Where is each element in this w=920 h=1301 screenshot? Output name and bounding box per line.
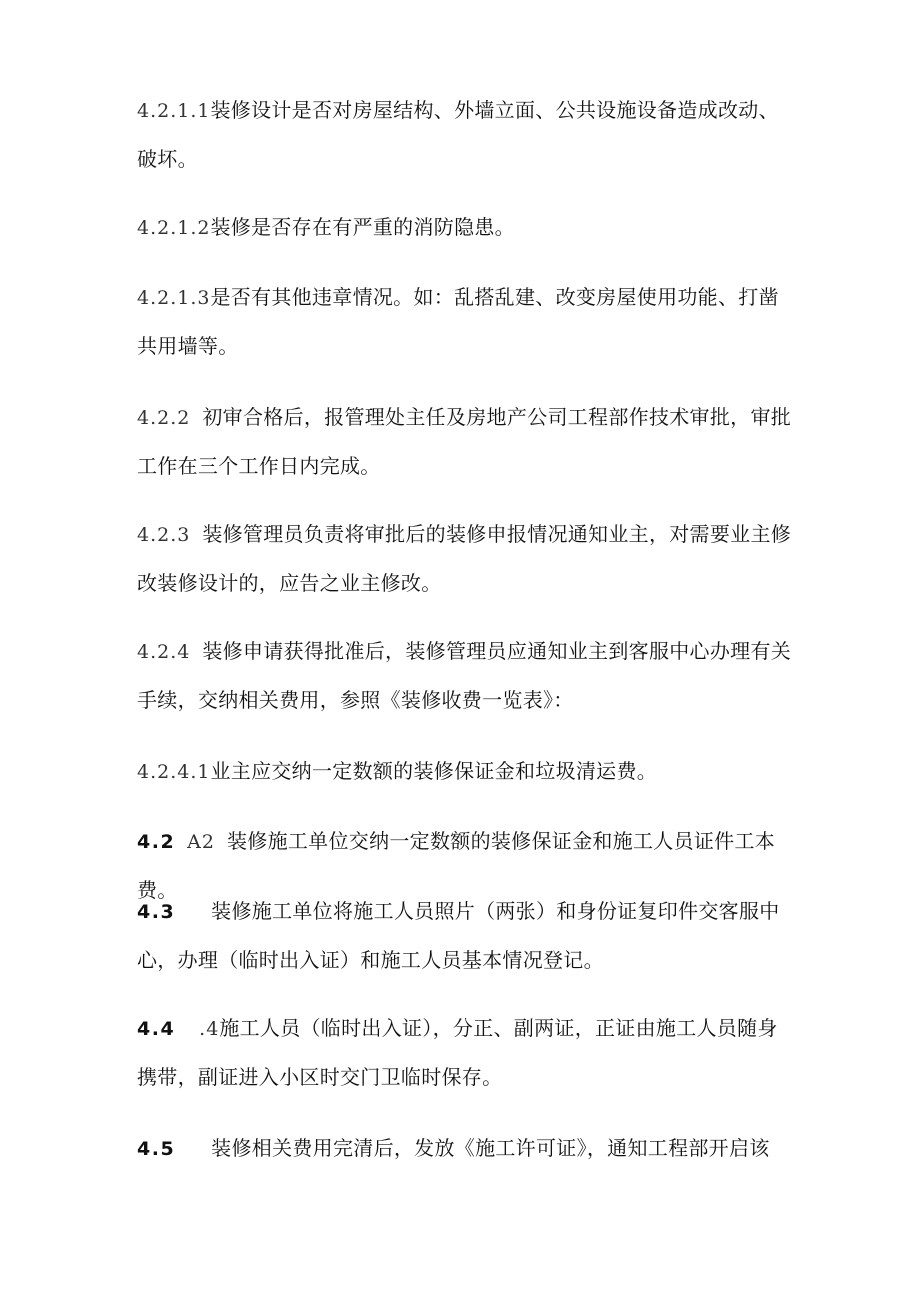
clause-text: 装修施工单位交纳一定数额的装修保证金和施工人员证件工本费。 (137, 829, 776, 902)
clause-4-2-2 (137, 393, 797, 490)
clause-4-2-4-1 (137, 747, 797, 796)
clause-number: 4.2.4 (137, 641, 191, 663)
clause-number: 4.2.3 (137, 524, 191, 546)
clause-number: 4.3 (137, 901, 176, 923)
clause-number: 4.2.1.1 (137, 100, 211, 122)
clause-4-2-1-2 (137, 203, 797, 252)
clause-text: 装修是否存在有严重的消防隐患。 (210, 215, 515, 239)
clause-text: 初审合格后，报管理处主任及房地产公司工程部作技术审批，审批工作在三个工作日内完成。 (137, 405, 792, 478)
clause-text: 装修施工单位将施工人员照片（两张）和身份证复印件交客服中心，办理（临时出入证）和施工人员基本情况登记。 (137, 899, 780, 972)
clause-number: 4.2.2 (137, 407, 191, 429)
clause-4-2-3 (137, 510, 797, 607)
clause-text: 是否有其他违章情况。如：乱搭乱建、改变房屋使用功能、打凿共用墙等。 (137, 285, 779, 358)
clause-text: 装修管理员负责将审批后的装修申报情况通知业主，对需要业主修改装修设计的，应告之业主修改。 (137, 522, 792, 595)
clause-number: 4.4 (137, 1018, 176, 1040)
clause-number: 4.2.1.2 (137, 217, 211, 239)
clause-number: 4.2.1.3 (137, 287, 211, 309)
clause-number: 4.2.4.1 (137, 761, 211, 783)
clause-number-suffix: A2 (187, 831, 215, 853)
clause-4-2-1-3 (137, 273, 797, 370)
clause-4-2-1-1 (137, 86, 797, 183)
clause-4-5 (137, 1124, 797, 1173)
clause-text: 装修申请获得批准后，装修管理员应通知业主到客服中心办理有关手续，交纳相关费用，参照《装修收费一览表》： (137, 639, 792, 712)
clause-4-2-4 (137, 627, 797, 724)
clause-number-suffix: .4 (199, 1018, 220, 1040)
clause-number: 4.2 (137, 831, 176, 853)
clause-text: 施工人员（临时出入证），分正、副两证，正证由施工人员随身携带，副证进入小区时交门卫临时保存。 (137, 1016, 778, 1089)
clause-4-3 (137, 887, 797, 984)
clause-text: 装修设计是否对房屋结构、外墙立面、公共设施设备造成改动、破坏。 (137, 98, 779, 171)
clause-4-4 (137, 1004, 797, 1101)
clause-number: 4.5 (137, 1138, 176, 1160)
clause-text: 装修相关费用完清后，发放《施工许可证》，通知工程部开启该 (211, 1136, 770, 1160)
clause-text: 业主应交纳一定数额的装修保证金和垃圾清运费。 (210, 759, 658, 783)
